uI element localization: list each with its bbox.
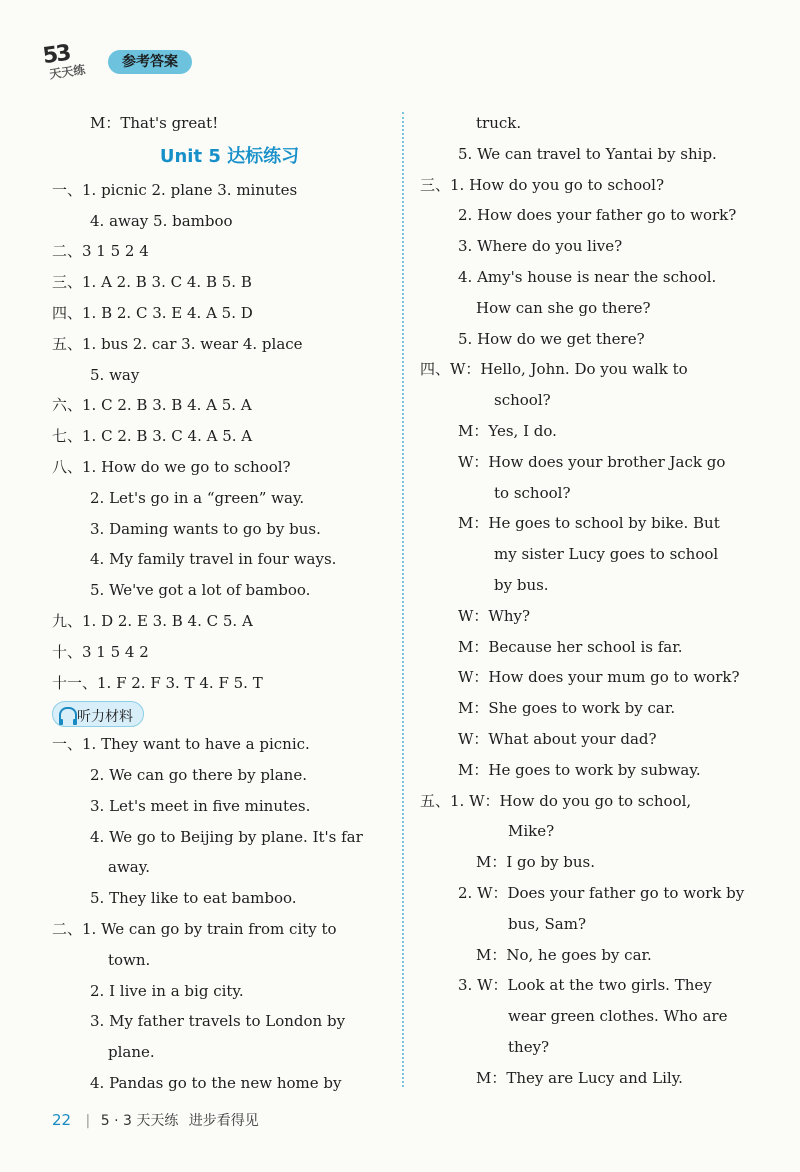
answer-line: M：I go by bus. xyxy=(476,853,596,872)
answer-line: 5. way xyxy=(90,365,140,384)
answer-line: 3. My father travels to London by xyxy=(90,1012,346,1031)
answer-line: 5. We can travel to Yantai by ship. xyxy=(458,144,717,163)
answer-key-badge: 参考答案 xyxy=(108,50,192,74)
answer-line: 2. We can go there by plane. xyxy=(90,765,307,784)
answer-line: M：She goes to work by car. xyxy=(458,699,676,718)
answer-line: M：He goes to work by subway. xyxy=(458,760,701,779)
answer-line: 4. Amy's house is near the school. xyxy=(458,267,717,286)
answer-line: bus, Sam? xyxy=(508,914,586,933)
answer-line: plane. xyxy=(108,1043,155,1062)
answer-line: M：He goes to school by bike. But xyxy=(458,514,720,533)
answer-line: W：What about your dad? xyxy=(458,729,657,748)
answer-line: wear green clothes. Who are xyxy=(508,1007,728,1026)
listening-tag-label: 听力材料 xyxy=(77,709,133,726)
answer-line: W：How does your mum go to work? xyxy=(458,668,740,687)
answer-line: 二、3 1 5 2 4 xyxy=(52,242,149,261)
answer-line: 四、W：Hello, John. Do you walk to xyxy=(420,360,688,379)
answer-line: M：Yes, I do. xyxy=(458,421,557,440)
answer-line: 六、1. C 2. B 3. B 4. A 5. A xyxy=(52,396,252,415)
answer-line: to school? xyxy=(494,483,571,502)
answer-line: 三、1. How do you go to school? xyxy=(420,175,665,194)
listening-tag xyxy=(52,701,144,727)
answer-line: away. xyxy=(108,858,150,877)
answer-line: 二、1. We can go by train from city to xyxy=(52,919,337,938)
section-title: Unit 5 达标练习 xyxy=(159,145,300,167)
logo-subtext: 天天练 xyxy=(48,62,87,82)
answer-line: 十一、1. F 2. F 3. T 4. F 5. T xyxy=(52,673,263,692)
answer-line: Mike? xyxy=(508,822,555,841)
answer-line: they? xyxy=(508,1037,550,1056)
answer-line: 十、3 1 5 4 2 xyxy=(52,642,149,661)
answer-line: W：Why? xyxy=(458,606,531,625)
answer-line: M：That's great! xyxy=(90,114,219,132)
answer-line: 八、1. How do we go to school? xyxy=(52,457,291,476)
left-column xyxy=(52,108,407,1099)
answer-line: 4. We go to Beijing by plane. It's far xyxy=(90,827,363,846)
answer-line: M：They are Lucy and Lily. xyxy=(476,1068,683,1087)
answer-line: 五、1. bus 2. car 3. wear 4. place xyxy=(52,334,303,353)
footer-separator: | xyxy=(85,1113,91,1129)
answer-line: 4. away 5. bamboo xyxy=(90,211,233,230)
brand-logo xyxy=(41,36,107,88)
answer-line: 2. I live in a big city. xyxy=(90,981,244,1000)
page-number: 22 xyxy=(52,1111,72,1129)
answer-line: 2. How does your father go to work? xyxy=(458,206,737,225)
answer-line: 2. Let's go in a “green” way. xyxy=(90,488,305,507)
answer-line: 4. Pandas go to the new home by xyxy=(90,1073,342,1092)
answer-line: 一、1. picnic 2. plane 3. minutes xyxy=(52,180,298,199)
answer-line: 4. My family travel in four ways. xyxy=(90,550,337,569)
answer-line: my sister Lucy goes to school xyxy=(494,545,719,564)
answer-line: 九、1. D 2. E 3. B 4. C 5. A xyxy=(52,611,253,630)
answer-line: 5. How do we get there? xyxy=(458,329,645,348)
answer-line: town. xyxy=(108,950,151,969)
answer-line: school? xyxy=(494,391,551,410)
answer-line: 五、1. W：How do you go to school, xyxy=(420,791,692,810)
answer-line: M：Because her school is far. xyxy=(458,637,683,656)
answer-line: 3. Where do you live? xyxy=(458,237,623,256)
listening-material-label xyxy=(52,698,407,729)
answer-line: 四、1. B 2. C 3. E 4. A 5. D xyxy=(52,303,253,322)
answer-line: 3. Daming wants to go by bus. xyxy=(90,519,321,538)
answer-line: truck. xyxy=(476,114,522,132)
answer-line: 3. Let's meet in five minutes. xyxy=(90,796,311,815)
answer-line: W：How does your brother Jack go xyxy=(458,452,726,471)
answer-line: 5. We've got a lot of bamboo. xyxy=(90,581,311,600)
answer-line: 5. They like to eat bamboo. xyxy=(90,889,297,908)
page-footer xyxy=(52,1110,259,1130)
answer-line: by bus. xyxy=(494,575,549,594)
answer-line: M：No, he goes by car. xyxy=(476,945,652,964)
answer-line: 一、1. They want to have a picnic. xyxy=(52,735,310,754)
page-header xyxy=(40,40,780,84)
answer-line: 七、1. C 2. B 3. C 4. A 5. A xyxy=(52,427,253,446)
right-column xyxy=(420,108,760,1094)
slogan: 进步看得见 xyxy=(188,1113,259,1129)
headphone-icon xyxy=(59,707,77,721)
answer-line: 2. W：Does your father go to work by xyxy=(458,883,745,902)
answer-line: 三、1. A 2. B 3. C 4. B 5. B xyxy=(52,273,252,292)
series-name: 5 · 3 天天练 xyxy=(100,1113,179,1129)
answer-line: How can she go there? xyxy=(476,298,651,317)
answer-line: 3. W：Look at the two girls. They xyxy=(458,976,712,995)
logo-text: 53 xyxy=(41,40,72,70)
